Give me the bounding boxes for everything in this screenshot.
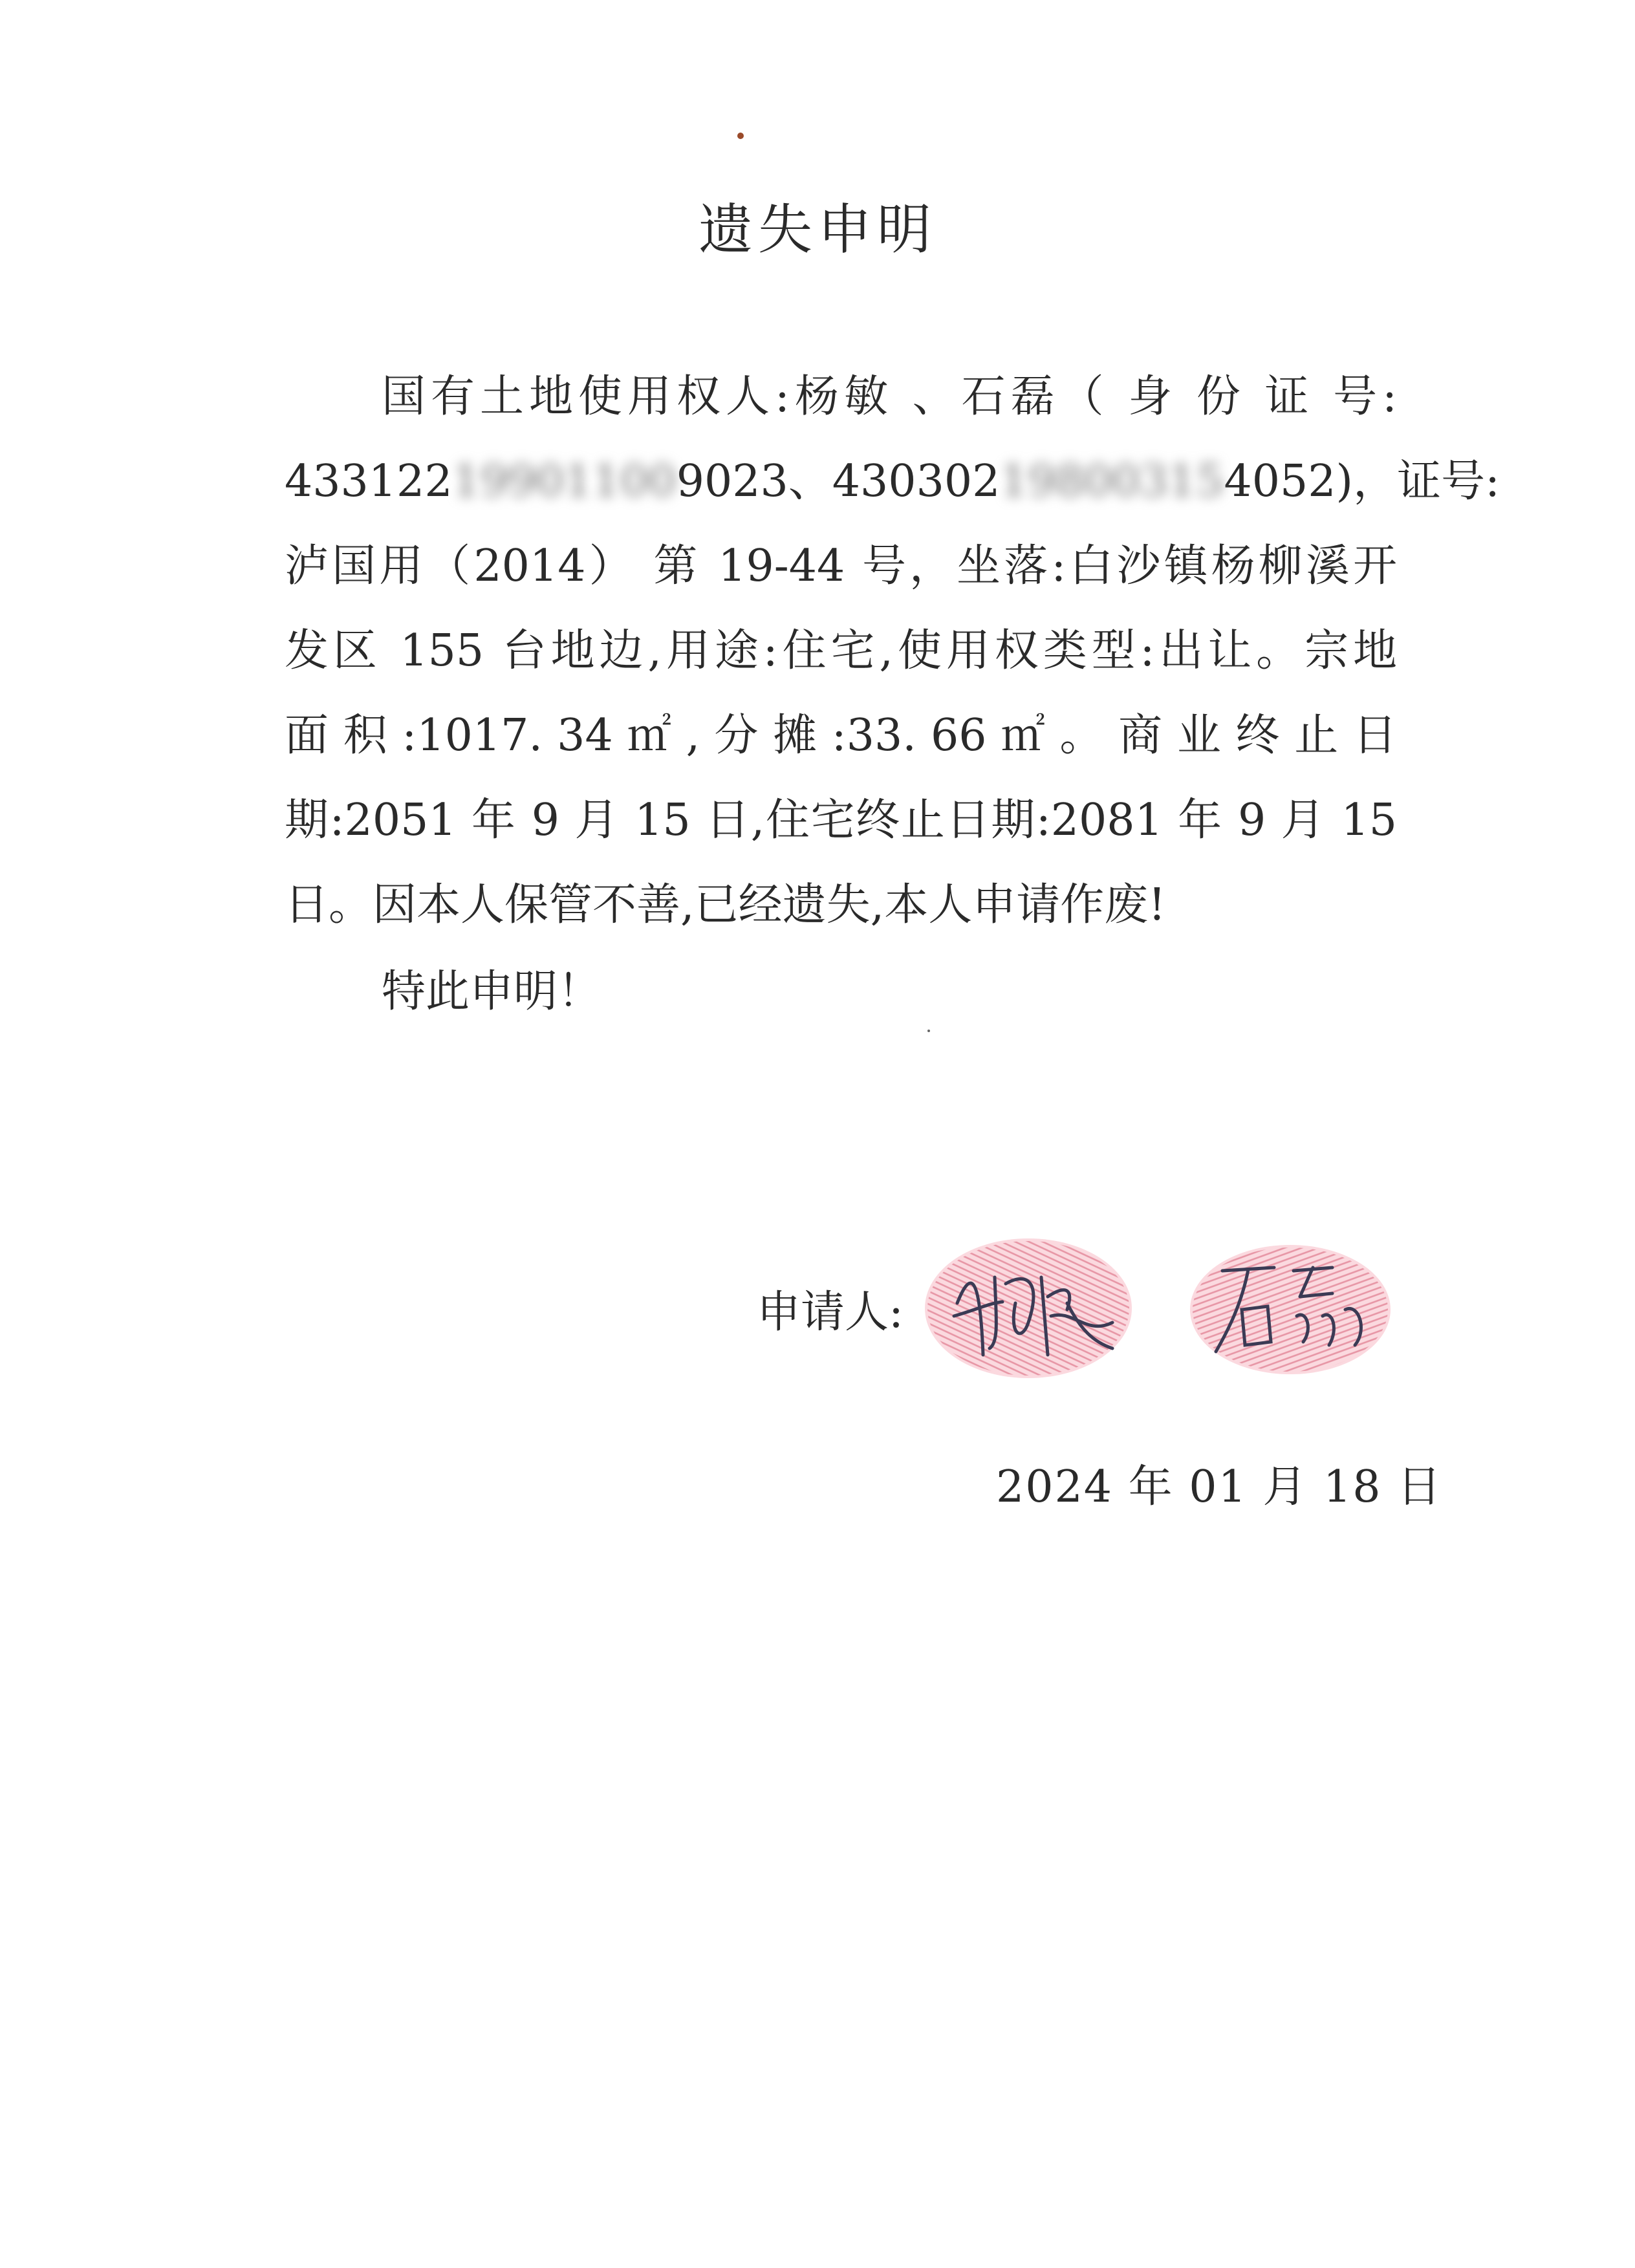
id-number-prefix: 430302: [832, 456, 1001, 507]
closing-statement: 特此申明！: [382, 966, 602, 1017]
id-separator: 、: [788, 456, 832, 507]
declaration-date: 2024 年 01 月 18 日: [996, 1462, 1443, 1513]
redacted-id-digits: 19800315: [1000, 456, 1224, 507]
id-number-prefix: 433122: [285, 456, 453, 507]
applicant-label: 申请人:: [757, 1287, 904, 1338]
body-line: 期:2051 年 9 月 15 日,住宅终止日期:2081 年 9 月 15: [285, 795, 1397, 846]
id-number-suffix: 9023: [676, 456, 788, 507]
signature-fingerprint-yang-min: [918, 1226, 1138, 1387]
body-line: 日。因本人保管不善,已经遗失,本人申请作废!: [285, 880, 1166, 931]
id-number-suffix: 4052)，证号:: [1224, 456, 1500, 507]
body-line: 发区 155 台地边,用途:住宅,使用权类型:出让。宗地: [285, 625, 1397, 676]
body-line: 面 积 :1017. 34 ㎡ , 分 摊 :33. 66 ㎡ 。 商 业 终 止 日: [285, 710, 1397, 761]
id-number-line: [285, 439, 1500, 524]
redacted-id-digits: 19901100: [452, 456, 677, 507]
body-line: 国有土地使用权人:杨敏 、石磊（ 身 份 证 号:: [382, 371, 1397, 422]
paper-speck: [737, 133, 744, 139]
declaration-body: [285, 354, 1500, 947]
paper-speck: [927, 1030, 930, 1032]
signature-fingerprint-shi-lei: [1184, 1232, 1397, 1387]
document-title: 遗失申明: [698, 198, 937, 261]
body-line: 泸国用（2014） 第 19-44 号，坐落:白沙镇杨柳溪开: [285, 541, 1397, 592]
